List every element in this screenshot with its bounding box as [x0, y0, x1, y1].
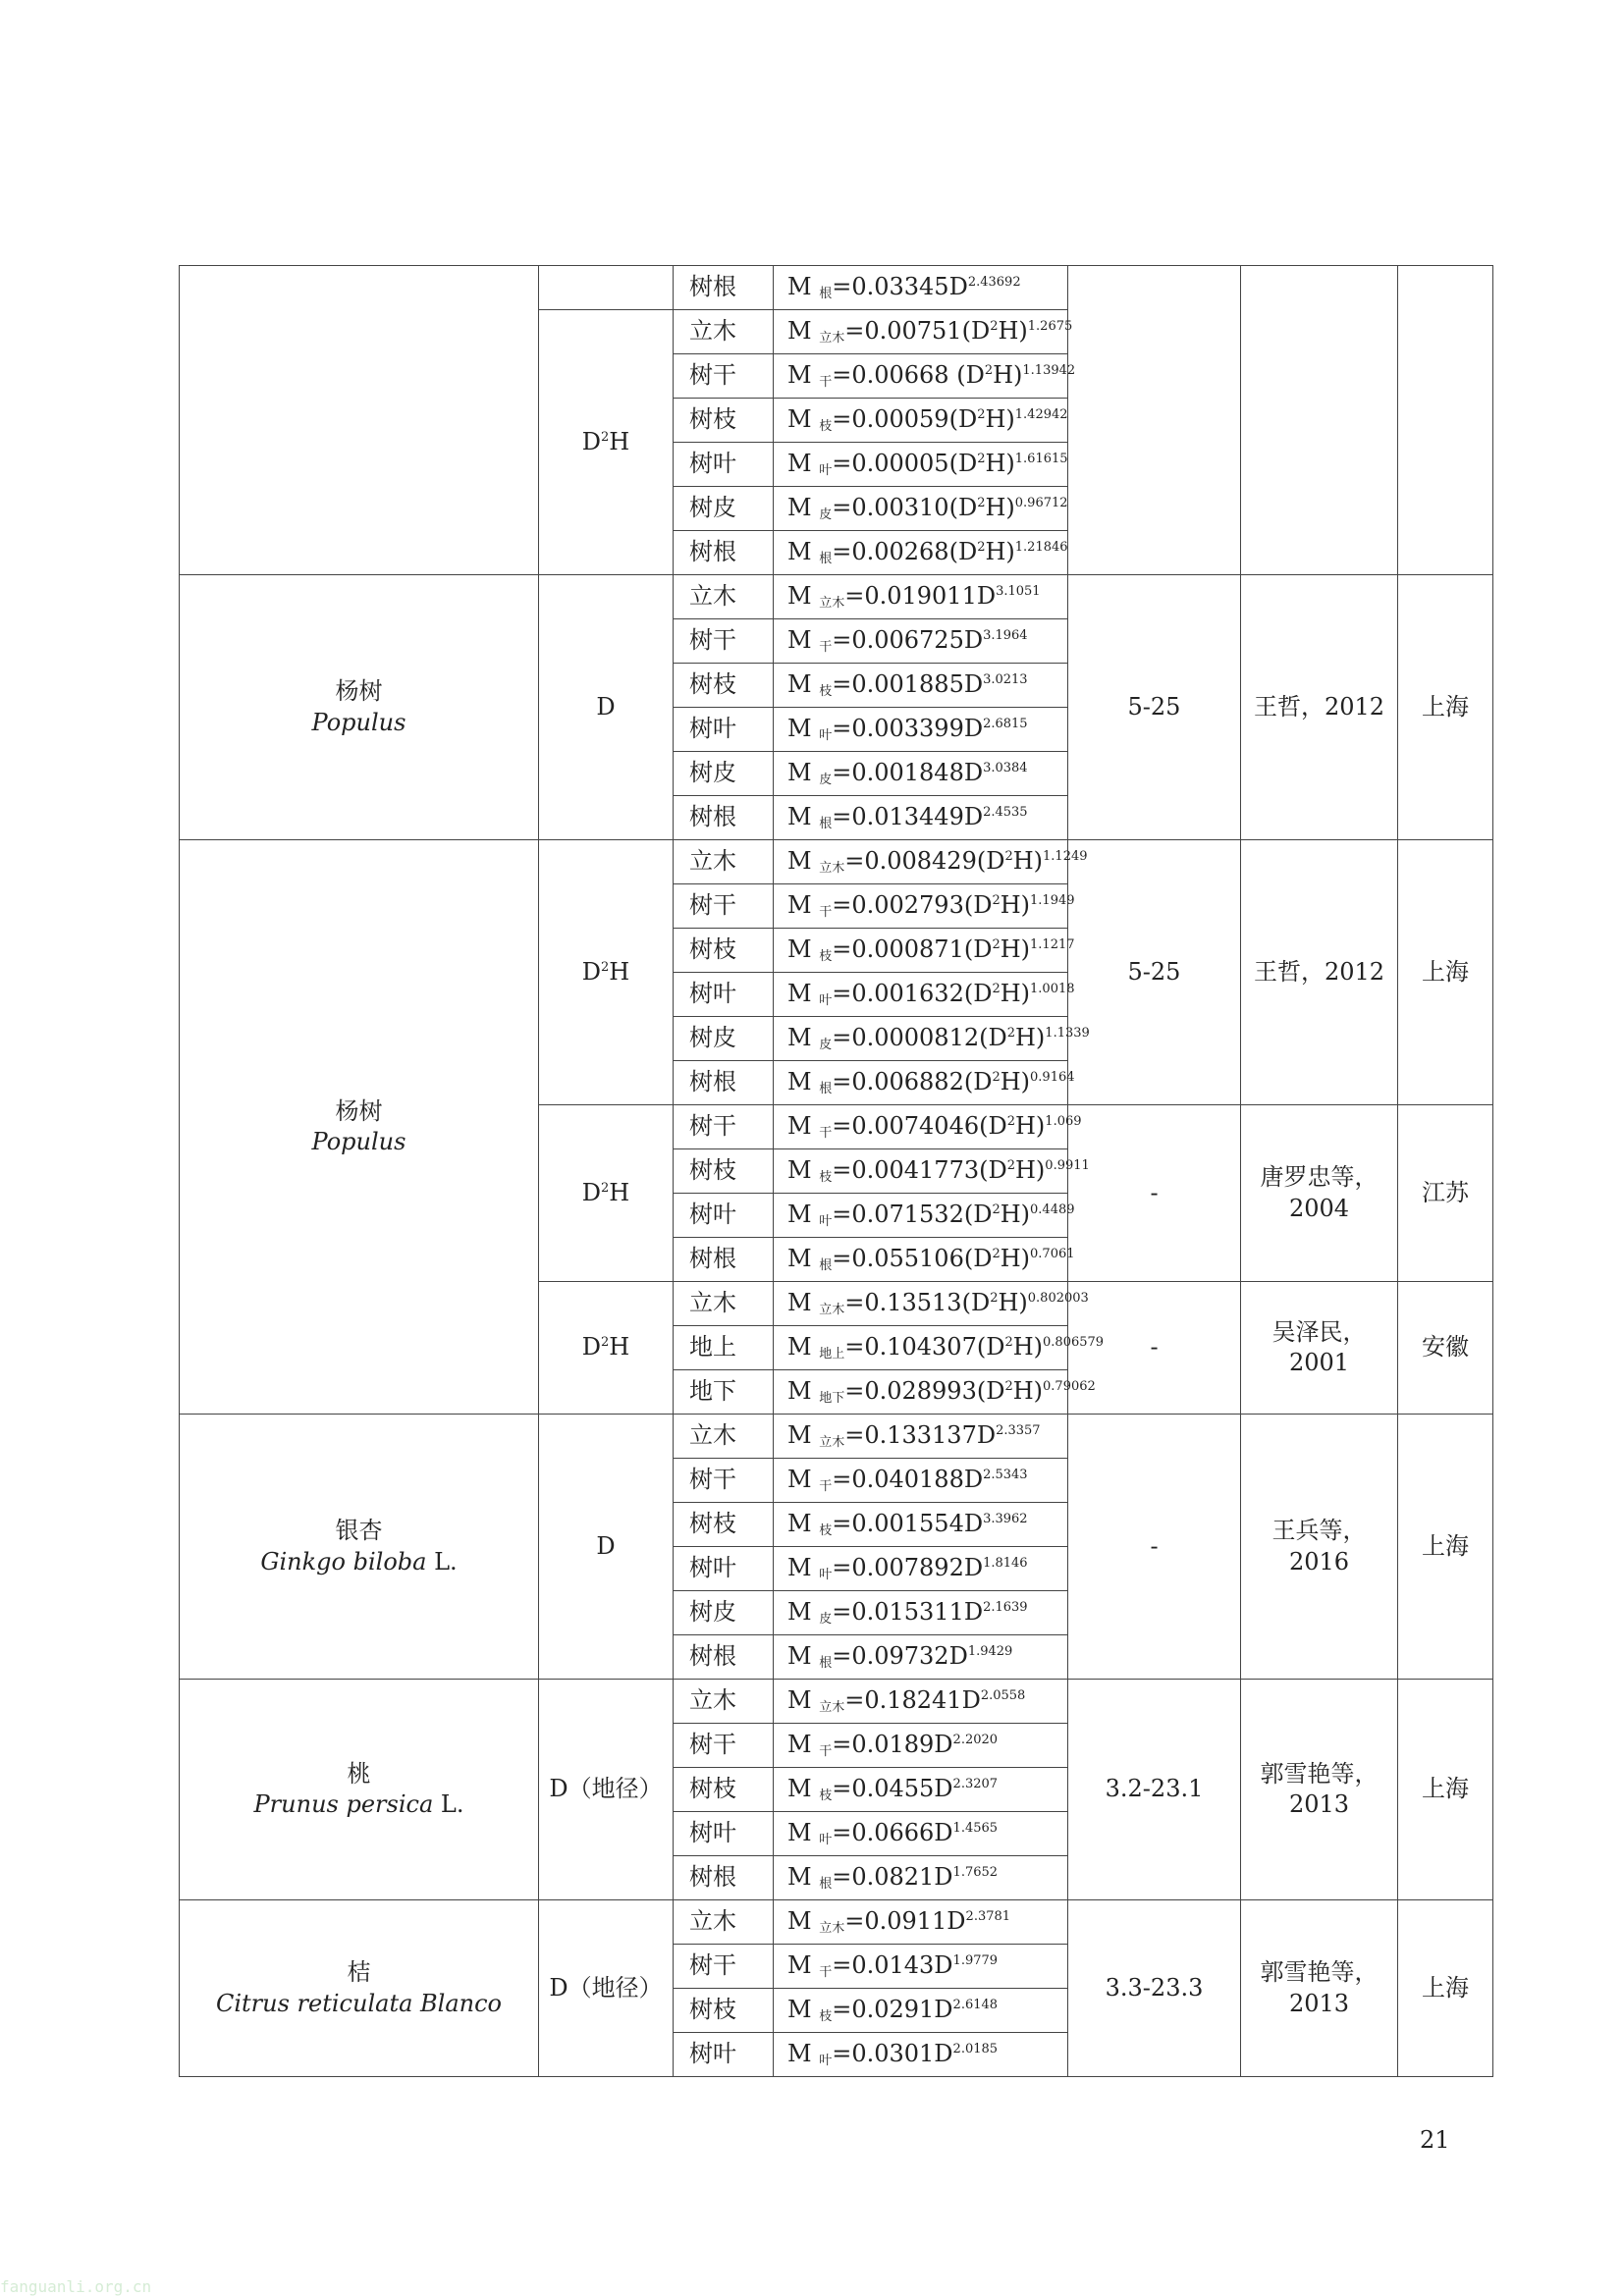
eq-subscript: 叶	[819, 993, 833, 1009]
component-cell: 立木	[674, 1680, 774, 1724]
source-cell: 唐罗忠等，2004	[1241, 1105, 1398, 1282]
equation-cell: M $_枝=0.0291D^{2.6148}$	[774, 1989, 1068, 2033]
equation-cell: M $_枝=0.001885D^{3.0213}$	[774, 664, 1068, 708]
eq-subscript: 枝	[819, 949, 833, 965]
component-cell: 树根	[674, 266, 774, 310]
region-cell: 上海	[1398, 1415, 1493, 1680]
eq-coefficient: =0.001554D	[832, 1510, 984, 1538]
eq-subscript: 干	[819, 375, 833, 391]
eq-exponent: 2.3357	[996, 1423, 1041, 1439]
eq-subscript: 叶	[819, 1214, 833, 1230]
eq-exponent: 3.0213	[983, 672, 1028, 688]
species-name-latin	[186, 1547, 532, 1577]
eq-exponent: 3.3962	[983, 1512, 1028, 1527]
eq-coefficient: $=0.028993(D^2H)$	[844, 1377, 1044, 1406]
eq-subscript: 干	[819, 1479, 833, 1495]
component-cell: 立木	[674, 575, 774, 619]
eq-subscript: 立木	[819, 861, 845, 877]
eq-exponent: 1.7652	[952, 1865, 999, 1881]
eq-coefficient: =0.001885D	[832, 670, 984, 699]
eq-subscript: 根	[819, 1082, 833, 1097]
equation-cell: M $_干=0.0074046(D^2H)^{1.069}$	[774, 1105, 1068, 1149]
eq-coefficient: =0.001848D	[832, 759, 984, 787]
eq-subscript: 叶	[819, 2054, 833, 2069]
component-cell: 树干	[674, 1724, 774, 1768]
eq-subscript: 皮	[819, 773, 833, 788]
eq-subscript: 地上	[819, 1347, 845, 1362]
eq-subscript: 枝	[819, 684, 833, 700]
eq-coefficient: $=0.00005(D^2H)$	[832, 450, 1015, 478]
eq-subscript: 皮	[819, 1038, 833, 1053]
species-name-latin	[186, 1127, 532, 1157]
component-cell: 树叶	[674, 1812, 774, 1856]
component-cell: 树根	[674, 1856, 774, 1900]
eq-exponent: 1.8146	[983, 1556, 1028, 1572]
eq-exponent: 1.4565	[952, 1821, 999, 1837]
eq-exponent: 0.9911	[1045, 1158, 1090, 1174]
eq-subscript: 地下	[819, 1391, 845, 1407]
eq-subscript: 叶	[819, 1568, 833, 1583]
eq-exponent: 2.6815	[983, 717, 1028, 732]
eq-subscript: 干	[819, 905, 833, 921]
eq-subscript: 立木	[819, 596, 845, 612]
equation-cell: M $_根=0.00268(D^2H)^{1.21846}$	[774, 531, 1068, 575]
eq-coefficient: $=0.00751(D^2H)$	[844, 317, 1028, 346]
eq-exponent: 0.96712	[1014, 496, 1068, 511]
eq-exponent: 2.5343	[983, 1468, 1028, 1483]
equation-cell: M $_{地下}=0.028993(D^2H)^{0.79062}$	[774, 1370, 1068, 1415]
eq-coefficient: =0.133137D	[844, 1421, 997, 1450]
species-cell	[180, 1680, 539, 1900]
equation-cell: M $_叶=0.001632(D^2H)^{1.0018}$	[774, 973, 1068, 1017]
eq-coefficient: $=0.000871(D^2H)$	[832, 935, 1031, 964]
table-row	[180, 266, 1493, 310]
range-cell: -	[1068, 1105, 1241, 1282]
component-cell: 树叶	[674, 1547, 774, 1591]
eq-coefficient: $=0.071532(D^2H)$	[832, 1201, 1031, 1229]
component-cell: 立木	[674, 1415, 774, 1459]
equation-cell: M $_根=0.03345D^{2.43692}$	[774, 266, 1068, 310]
eq-coefficient: =0.18241D	[844, 1686, 981, 1715]
eq-coefficient: $=0.00310(D^2H)$	[832, 494, 1015, 522]
equation-cell: M $_干=0.002793(D^2H)^{1.1949}$	[774, 884, 1068, 929]
variable-cell	[539, 266, 674, 310]
range-cell: 3.2-23.1	[1068, 1680, 1241, 1900]
species-name-latin	[186, 1789, 532, 1820]
component-cell: 树叶	[674, 973, 774, 1017]
eq-coefficient: =0.0666D	[832, 1819, 953, 1847]
source-cell: 王兵等，2016	[1241, 1415, 1398, 1680]
eq-exponent: 0.9164	[1030, 1070, 1075, 1086]
eq-subscript: 根	[819, 1258, 833, 1274]
eq-subscript: 立木	[819, 1435, 845, 1451]
eq-exponent: 1.61615	[1014, 452, 1068, 467]
watermark: fanguanli.org.cn	[0, 2277, 152, 2296]
component-cell: 树枝	[674, 1989, 774, 2033]
component-cell: 树皮	[674, 487, 774, 531]
species-name-latin	[186, 1989, 532, 2019]
equation-cell: M $_枝=0.0041773(D^2H)^{0.9911}$	[774, 1149, 1068, 1194]
equation-cell: M $_皮=0.001848D^{3.0384}$	[774, 752, 1068, 796]
equation-cell: M $_叶=0.007892D^{1.8146}$	[774, 1547, 1068, 1591]
component-cell: 树叶	[674, 708, 774, 752]
species-name-cn: 桃	[347, 1759, 371, 1788]
component-cell: 树干	[674, 1945, 774, 1989]
equation-cell: M $_根=0.0821D^{1.7652}$	[774, 1856, 1068, 1900]
eq-subscript: 枝	[819, 419, 833, 435]
eq-coefficient: =0.0301D	[832, 2040, 953, 2068]
region-cell: 江苏	[1398, 1105, 1493, 1282]
eq-exponent: 1.9429	[967, 1644, 1013, 1660]
eq-exponent: 1.2675	[1027, 319, 1073, 335]
table-row	[180, 1680, 1493, 1724]
component-cell: 立木	[674, 1282, 774, 1326]
eq-exponent: 1.1249	[1043, 849, 1088, 865]
variable-cell: $D^2H$	[539, 310, 674, 575]
eq-exponent: 2.0185	[952, 2042, 999, 2057]
source-cell: 王哲，2012	[1241, 575, 1398, 840]
eq-coefficient: $=0.001632(D^2H)$	[832, 980, 1031, 1008]
eq-exponent: 0.7061	[1030, 1247, 1075, 1262]
eq-coefficient: =0.0821D	[832, 1863, 953, 1892]
eq-coefficient: $=0.0074046(D^2H)$	[832, 1112, 1046, 1141]
component-cell: 树枝	[674, 1503, 774, 1547]
component-cell: 树干	[674, 619, 774, 664]
eq-exponent: 3.0384	[983, 761, 1028, 776]
table-row	[180, 1415, 1493, 1459]
range-cell: 5-25	[1068, 840, 1241, 1105]
eq-exponent: 1.1339	[1045, 1026, 1090, 1041]
eq-exponent: 1.1217	[1030, 937, 1075, 953]
equation-cell: M $_干=0.006725D^{3.1964}$	[774, 619, 1068, 664]
equation-cell: M $_干=0.0143D^{1.9779}$	[774, 1945, 1068, 1989]
equation-cell: M $_叶=0.0301D^{2.0185}$	[774, 2033, 1068, 2077]
eq-exponent: 1.13942	[1022, 363, 1076, 379]
source-cell	[1241, 266, 1398, 575]
equation-cell: M $_枝=0.001554D^{3.3962}$	[774, 1503, 1068, 1547]
eq-exponent: 1.0018	[1030, 982, 1075, 997]
equation-cell: M $_叶=0.0666D^{1.4565}$	[774, 1812, 1068, 1856]
eq-subscript: 叶	[819, 1833, 833, 1848]
eq-coefficient: =0.0291D	[832, 1996, 953, 2024]
eq-subscript: 根	[819, 552, 833, 567]
table-row	[180, 1900, 1493, 1945]
eq-coefficient: =0.09732D	[832, 1642, 968, 1671]
eq-subscript: 干	[819, 1965, 833, 1981]
eq-coefficient: =0.003399D	[832, 715, 984, 743]
equation-cell: M $_根=0.09732D^{1.9429}$	[774, 1635, 1068, 1680]
eq-subscript: 枝	[819, 1789, 833, 1804]
component-cell: 树枝	[674, 929, 774, 973]
biomass-equation-table	[179, 265, 1493, 2077]
component-cell: 树干	[674, 1459, 774, 1503]
species-name-latin	[186, 708, 532, 738]
component-cell: 立木	[674, 840, 774, 884]
eq-subscript: 枝	[819, 1170, 833, 1186]
eq-exponent: 3.1964	[983, 628, 1028, 644]
component-cell: 树皮	[674, 752, 774, 796]
species-cell	[180, 575, 539, 840]
eq-coefficient: $=0.002793(D^2H)$	[832, 891, 1031, 920]
region-cell	[1398, 266, 1493, 575]
species-cell	[180, 266, 539, 575]
eq-exponent: 1.069	[1045, 1114, 1082, 1130]
eq-subscript: 立木	[819, 1303, 845, 1318]
eq-subscript: 根	[819, 1656, 833, 1672]
equation-cell: M $_{立木}=0.00751(D^2H)^{1.2675}$	[774, 310, 1068, 354]
eq-exponent: 2.2020	[952, 1733, 999, 1748]
eq-subscript: 根	[819, 1877, 833, 1893]
eq-subscript: 干	[819, 1126, 833, 1142]
eq-coefficient: $=0.13513(D^2H)$	[844, 1289, 1028, 1317]
equation-cell: M $_皮=0.015311D^{2.1639}$	[774, 1591, 1068, 1635]
eq-coefficient: =0.0455D	[832, 1775, 953, 1803]
equation-cell: M $_根=0.013449D^{2.4535}$	[774, 796, 1068, 840]
region-cell: 安徽	[1398, 1282, 1493, 1415]
component-cell: 树根	[674, 796, 774, 840]
eq-exponent: 0.806579	[1043, 1335, 1105, 1351]
eq-subscript: 干	[819, 640, 833, 656]
eq-exponent: 2.1639	[983, 1600, 1028, 1616]
eq-subscript: 叶	[819, 728, 833, 744]
eq-coefficient: =0.0911D	[844, 1907, 966, 1936]
species-name-cn: 银杏	[335, 1517, 383, 1545]
component-cell: 立木	[674, 310, 774, 354]
variable-cell: $D^2H$	[539, 1105, 674, 1282]
eq-coefficient: =0.019011D	[844, 582, 997, 611]
eq-exponent: 0.802003	[1027, 1291, 1089, 1307]
range-cell: 5-25	[1068, 575, 1241, 840]
eq-subscript: 立木	[819, 1921, 845, 1937]
component-cell: 树干	[674, 354, 774, 399]
range-cell: 3.3-23.3	[1068, 1900, 1241, 2077]
species-cell	[180, 1900, 539, 2077]
equation-cell: M $_{立木}=0.18241D^{2.0558}$	[774, 1680, 1068, 1724]
eq-coefficient: $=0.00268(D^2H)$	[832, 538, 1015, 566]
eq-exponent: 1.42942	[1014, 407, 1068, 423]
component-cell: 树干	[674, 884, 774, 929]
equation-cell: M $_叶=0.003399D^{2.6815}$	[774, 708, 1068, 752]
variable-cell: D	[539, 1415, 674, 1680]
eq-exponent: 3.1051	[996, 584, 1041, 600]
species-name-cn: 桔	[347, 1958, 371, 1987]
species-name-cn: 杨树	[335, 677, 383, 706]
component-cell: 树叶	[674, 443, 774, 487]
eq-coefficient: =0.0143D	[832, 1951, 953, 1980]
eq-coefficient: $=0.055106(D^2H)$	[832, 1245, 1031, 1273]
eq-exponent: 0.4489	[1030, 1202, 1075, 1218]
eq-subscript: 皮	[819, 1612, 833, 1628]
equation-cell: M $_叶=0.00005(D^2H)^{1.61615}$	[774, 443, 1068, 487]
component-cell: 地上	[674, 1326, 774, 1370]
eq-exponent: 1.1949	[1030, 893, 1075, 909]
component-cell: 树枝	[674, 399, 774, 443]
eq-exponent: 2.4535	[983, 805, 1028, 821]
component-cell: 树枝	[674, 664, 774, 708]
eq-coefficient: =0.0189D	[832, 1731, 953, 1759]
eq-coefficient: =0.00668 $(D^2H)$	[832, 361, 1023, 390]
species-latin-italic: Citrus reticulata Blanco	[216, 1989, 502, 2017]
table-row	[180, 840, 1493, 884]
equation-cell: M $_枝=0.0455D^{2.3207}$	[774, 1768, 1068, 1812]
eq-coefficient: $=0.0000812(D^2H)$	[832, 1024, 1046, 1052]
species-author: L.	[434, 1547, 458, 1575]
equation-cell: M $_根=0.006882(D^2H)^{0.9164}$	[774, 1061, 1068, 1105]
eq-coefficient: =0.015311D	[832, 1598, 984, 1627]
eq-exponent: 2.43692	[967, 275, 1021, 291]
equation-cell: M $_{立木}=0.019011D^{3.1051}$	[774, 575, 1068, 619]
equation-cell: M $_干$=0.00668 $(D^2H)^{1.13942}$	[774, 354, 1068, 399]
eq-coefficient: =0.03345D	[832, 273, 968, 301]
component-cell: 树皮	[674, 1017, 774, 1061]
component-cell: 树叶	[674, 1194, 774, 1238]
species-latin-italic: Populus	[311, 1128, 406, 1155]
eq-exponent: 2.0558	[980, 1688, 1026, 1704]
eq-coefficient: $=0.006882(D^2H)$	[832, 1068, 1031, 1096]
source-cell: 王哲，2012	[1241, 840, 1398, 1105]
equation-cell: M $_{立木}=0.133137D^{2.3357}$	[774, 1415, 1068, 1459]
equation-cell: M $_枝=0.000871(D^2H)^{1.1217}$	[774, 929, 1068, 973]
eq-subscript: 皮	[819, 507, 833, 523]
page-number: 21	[1420, 2126, 1450, 2154]
component-cell: 树叶	[674, 2033, 774, 2077]
eq-subscript: 叶	[819, 463, 833, 479]
eq-coefficient: =0.007892D	[832, 1554, 984, 1582]
variable-cell: D（地径）	[539, 1680, 674, 1900]
region-cell: 上海	[1398, 840, 1493, 1105]
eq-subscript: 枝	[819, 2009, 833, 2025]
equation-cell: M $_{立木}=0.13513(D^2H)^{0.802003}$	[774, 1282, 1068, 1326]
component-cell: 树根	[674, 1635, 774, 1680]
eq-coefficient: $=0.104307(D^2H)$	[844, 1333, 1044, 1362]
species-latin-italic: Prunus persica	[253, 1790, 434, 1818]
component-cell: 树干	[674, 1105, 774, 1149]
source-cell: 郭雪艳等，2013	[1241, 1900, 1398, 2077]
eq-coefficient: =0.040188D	[832, 1466, 984, 1494]
eq-exponent: 2.3781	[965, 1909, 1011, 1925]
region-cell: 上海	[1398, 1680, 1493, 1900]
range-cell: -	[1068, 1282, 1241, 1415]
eq-subscript: 根	[819, 287, 833, 302]
eq-exponent: 0.79062	[1043, 1379, 1096, 1395]
component-cell: 立木	[674, 1900, 774, 1945]
eq-subscript: 立木	[819, 1700, 845, 1716]
equation-cell: M $_皮=0.00310(D^2H)^{0.96712}$	[774, 487, 1068, 531]
eq-coefficient: $=0.00059(D^2H)$	[832, 405, 1015, 434]
component-cell: 树根	[674, 1061, 774, 1105]
species-latin-italic: Ginkgo biloba	[260, 1547, 427, 1575]
equation-cell: M $_{地上}=0.104307(D^2H)^{0.806579}$	[774, 1326, 1068, 1370]
eq-subscript: 立木	[819, 331, 845, 347]
eq-coefficient: =0.013449D	[832, 803, 984, 831]
equation-cell: M $_叶=0.071532(D^2H)^{0.4489}$	[774, 1194, 1068, 1238]
eq-coefficient: $=0.008429(D^2H)$	[844, 847, 1044, 876]
eq-coefficient: =0.006725D	[832, 626, 984, 655]
eq-subscript: 干	[819, 1744, 833, 1760]
species-name-cn: 杨树	[335, 1096, 383, 1125]
region-cell: 上海	[1398, 1900, 1493, 2077]
component-cell: 树枝	[674, 1149, 774, 1194]
eq-subscript: 枝	[819, 1523, 833, 1539]
component-cell: 树皮	[674, 1591, 774, 1635]
eq-exponent: 2.6148	[952, 1998, 999, 2013]
variable-cell: $D^2H$	[539, 1282, 674, 1415]
region-cell: 上海	[1398, 575, 1493, 840]
equation-cell: M $_枝=0.00059(D^2H)^{1.42942}$	[774, 399, 1068, 443]
source-cell: 吴泽民，2001	[1241, 1282, 1398, 1415]
species-cell	[180, 840, 539, 1415]
variable-cell: D（地径）	[539, 1900, 674, 2077]
equation-cell: M $_干=0.040188D^{2.5343}$	[774, 1459, 1068, 1503]
source-cell: 郭雪艳等，2013	[1241, 1680, 1398, 1900]
eq-exponent: 2.3207	[952, 1777, 999, 1792]
species-latin-italic: Populus	[311, 708, 406, 736]
eq-coefficient: $=0.0041773(D^2H)$	[832, 1156, 1046, 1185]
eq-exponent: 1.9779	[952, 1953, 999, 1969]
variable-cell: D	[539, 575, 674, 840]
component-cell: 树根	[674, 531, 774, 575]
equation-cell: M $_{立木}=0.0911D^{2.3781}$	[774, 1900, 1068, 1945]
species-cell	[180, 1415, 539, 1680]
range-cell	[1068, 266, 1241, 575]
component-cell: 地下	[674, 1370, 774, 1415]
range-cell: -	[1068, 1415, 1241, 1680]
eq-subscript: 根	[819, 817, 833, 832]
equation-cell: M $_{立木}=0.008429(D^2H)^{1.1249}$	[774, 840, 1068, 884]
component-cell: 树根	[674, 1238, 774, 1282]
component-cell: 树枝	[674, 1768, 774, 1812]
eq-exponent: 1.21846	[1014, 540, 1068, 556]
species-author: L.	[440, 1790, 464, 1818]
variable-cell: $D^2H$	[539, 840, 674, 1105]
equation-cell: M $_干=0.0189D^{2.2020}$	[774, 1724, 1068, 1768]
equation-cell: M $_根=0.055106(D^2H)^{0.7061}$	[774, 1238, 1068, 1282]
table-row	[180, 575, 1493, 619]
equation-cell: M $_皮=0.0000812(D^2H)^{1.1339}$	[774, 1017, 1068, 1061]
